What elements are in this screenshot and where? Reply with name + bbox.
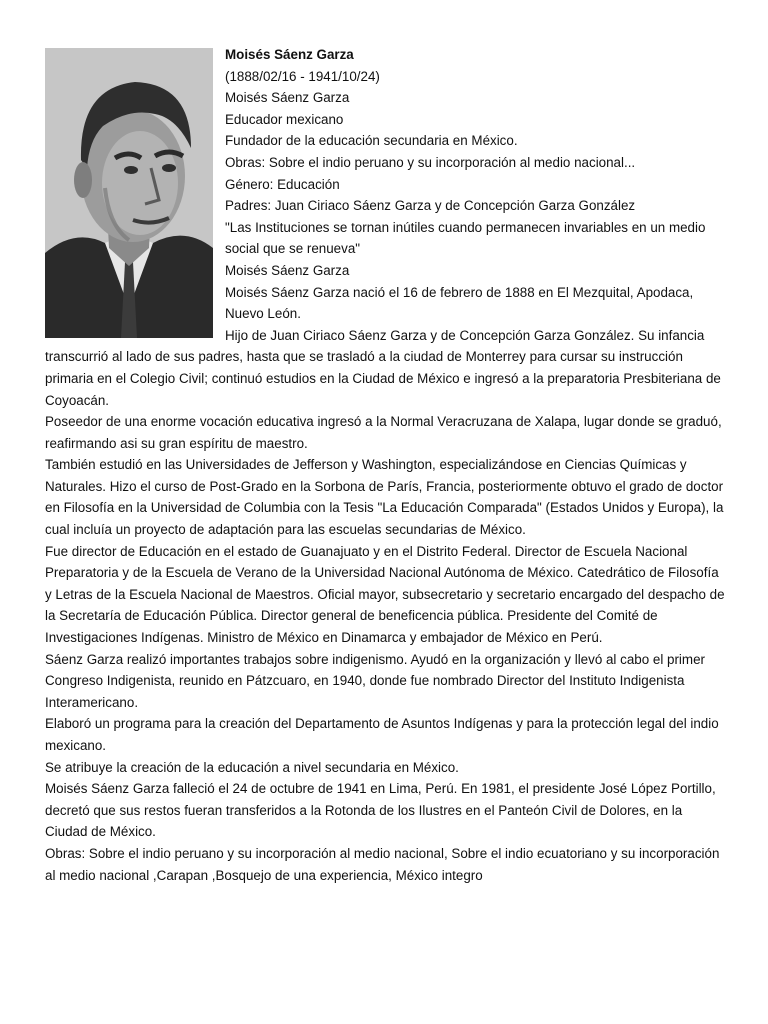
founder-note: Fundador de la educación secundaria en México. bbox=[225, 133, 518, 149]
person-name: Moisés Sáenz Garza bbox=[225, 90, 350, 106]
paragraph-indigenism: Sáenz Garza realizó importantes trabajos sobre indigenismo. Ayudó en la organización y llevó al cabo el primer Congreso Indigenista, reunido en Pátzcuaro, en 1940, donde fue nombrado Director del Instituto Indigenista Interamericano. bbox=[45, 651, 705, 710]
quote: "Las Instituciones se tornan inútiles cuando permanecen invariables en un medio social que se renueva" bbox=[225, 219, 706, 257]
works-summary: Obras: Sobre el indio peruano y su incorporación al medio nacional... bbox=[225, 154, 636, 170]
paragraph-career: Fue director de Educación en el estado de Guanajuato y en el Distrito Federal. Director de Escuela Nacional Preparatoria y de la Escuela de Verano de la Universidad Nacional Autónoma de México. Catedrático de Filosofía y Letras de la Escuela Nacional de Maestros. Oficial mayor, subsecretario y secretario encargado del despacho de la Secretaría de Educación Pública. Director general de beneficencia pública. Presidente del Comité de Investigaciones Indígenas. Ministro de México en Dinamarca y embajador de México en Perú. bbox=[45, 543, 725, 646]
paragraph-works: Obras: Sobre el indio peruano y su incorporación al medio nacional, Sobre el indio ecuatoriano y su incorporación al medio nacional ,Carapan ,Bosquejo de una experiencia, México integro bbox=[45, 845, 720, 883]
portrait-photo bbox=[45, 48, 213, 338]
occupation: Educador mexicano bbox=[225, 111, 344, 127]
paragraph-normal-school: Poseedor de una enorme vocación educativa ingresó a la Normal Veracruzana de Xalapa, lugar donde se graduó, reafirmando asi su gran espíritu de maestro. bbox=[45, 414, 722, 451]
person-name-heading: Moisés Sáenz Garza bbox=[225, 47, 354, 62]
genre: Género: Educación bbox=[225, 176, 340, 192]
life-dates: (1888/02/16 - 1941/10/24) bbox=[225, 68, 380, 84]
person-name-repeat: Moisés Sáenz Garza bbox=[225, 262, 350, 278]
birth-info: Moisés Sáenz Garza nació el 16 de febrero de 1888 en El Mezquital, Apodaca, Nuevo León. bbox=[225, 284, 694, 322]
paragraph-department: Elaboró un programa para la creación del Departamento de Asuntos Indígenas y para la protección legal del indio mexicano. bbox=[45, 716, 719, 753]
document-body bbox=[45, 44, 727, 886]
paragraph-childhood: Hijo de Juan Ciriaco Sáenz Garza y de Concepción Garza González. Su infancia transcurrió al lado de sus padres, hasta que se trasladó a la ciudad de Monterrey para cursar su instrucción primaria en el Colegio Civil; continuó estudios en la Ciudad de México e ingresó a la preparatoria Presbiteriana de Coyoacán. bbox=[45, 327, 721, 408]
parents: Padres: Juan Ciriaco Sáenz Garza y de Concepción Garza González bbox=[225, 198, 636, 214]
paragraph-universities: También estudió en las Universidades de Jefferson y Washington, especializándose en Ciencias Químicas y Naturales. Hizo el curso de Post-Grado en la Sorbona de París, Francia, posteriormente obtuvo el grado de doctor en Filosofía en la Universidad de Columbia con la Tesis "La Educación Comparada" (Estados Unidos y Europa), la cual incluía un proyecto de adaptación para las escuelas secundarias de México. bbox=[45, 457, 724, 538]
paragraph-secondary-education: Se atribuye la creación de la educación a nivel secundaria en México. bbox=[45, 759, 459, 775]
paragraph-death: Moisés Sáenz Garza falleció el 24 de octubre de 1941 en Lima, Perú. En 1981, el presidente José López Portillo, decretó que sus restos fueran transferidos a la Rotonda de los Ilustres en el Panteón Civil de Dolores, en la Ciudad de México. bbox=[45, 781, 716, 840]
